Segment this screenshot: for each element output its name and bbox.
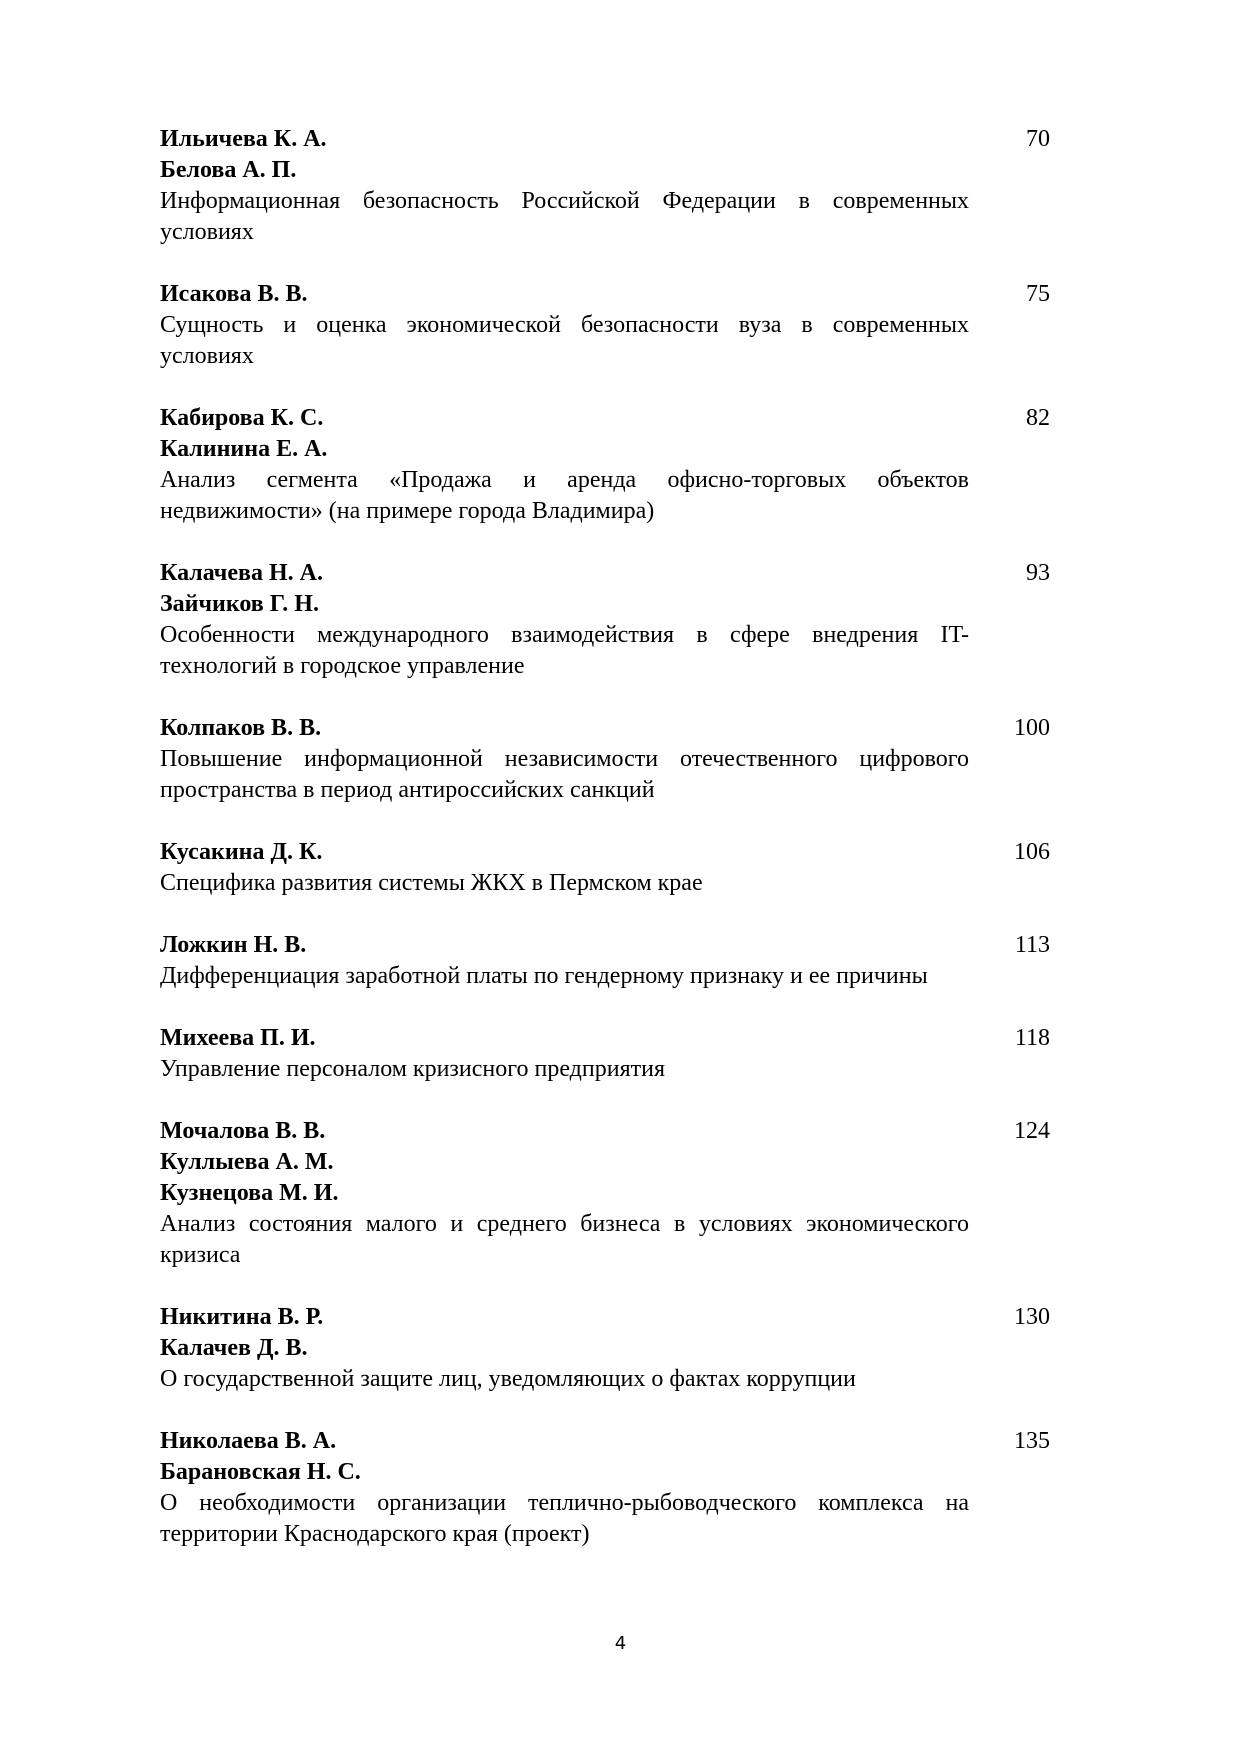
toc-entry xyxy=(160,1302,1050,1395)
toc-author: Исакова В. В. xyxy=(160,281,308,307)
toc-author: Колпаков В. В. xyxy=(160,715,322,741)
toc-author: Куллыева А. М. xyxy=(160,1149,334,1175)
toc-author: Калачева Н. А. xyxy=(160,560,323,586)
toc-author: Мочалова В. В. xyxy=(160,1118,326,1144)
toc-entry xyxy=(160,124,1050,248)
toc-title: Сущность и оценка экономической безопасности вуза в современных условиях xyxy=(160,312,969,369)
toc-page-number: 82 xyxy=(1026,405,1050,431)
toc-entry xyxy=(160,713,1050,806)
toc-page-number: 118 xyxy=(1014,1025,1050,1051)
toc-title: Особенности международного взаимодействия в сфере внедрения IT-технологий в городское управление xyxy=(160,622,969,679)
page-footer-number: 4 xyxy=(614,1633,627,1654)
toc-entry-body xyxy=(160,403,969,527)
toc-page-number: 113 xyxy=(1014,932,1050,958)
toc-title: О государственной защите лиц, уведомляющих о фактах коррупции xyxy=(160,1366,856,1392)
toc-page-number: 135 xyxy=(1014,1428,1050,1454)
toc-author: Ильичева К. А. xyxy=(160,126,327,152)
toc-author: Михеева П. И. xyxy=(160,1025,316,1051)
toc-entry xyxy=(160,403,1050,527)
toc-page-number: 75 xyxy=(1026,281,1050,307)
toc-entry-body xyxy=(160,713,969,806)
toc-author: Кузнецова М. И. xyxy=(160,1180,339,1206)
toc-entry-body xyxy=(160,1302,969,1395)
toc-page-number: 130 xyxy=(1014,1304,1050,1330)
toc-author: Калинина Е. А. xyxy=(160,436,328,462)
toc-entry-body xyxy=(160,1023,969,1085)
toc-entry xyxy=(160,1023,1050,1085)
toc-title: Повышение информационной независимости отечественного цифрового пространства в период антироссийских санкций xyxy=(160,746,969,803)
toc-page-number: 70 xyxy=(1026,126,1050,152)
toc-entry-body xyxy=(160,558,969,682)
toc-entry xyxy=(160,1426,1050,1550)
toc-page-number: 124 xyxy=(1014,1118,1050,1144)
toc-title: Информационная безопасность Российской Федерации в современных условиях xyxy=(160,188,969,245)
toc-author: Зайчиков Г. Н. xyxy=(160,591,319,617)
toc-author: Кабирова К. С. xyxy=(160,405,324,431)
toc-author: Николаева В. А. xyxy=(160,1428,337,1454)
toc-title: Анализ состояния малого и среднего бизнеса в условиях экономического кризиса xyxy=(160,1211,969,1268)
table-of-contents xyxy=(160,124,1050,1581)
toc-title: Специфика развития системы ЖКХ в Пермском крае xyxy=(160,870,703,896)
toc-author: Калачев Д. В. xyxy=(160,1335,308,1361)
toc-entry-body xyxy=(160,124,969,248)
toc-author: Кусакина Д. К. xyxy=(160,839,323,865)
toc-entry-body xyxy=(160,837,969,899)
toc-title: Анализ сегмента «Продажа и аренда офисно-торговых объектов недвижимости» (на примере города Владимира) xyxy=(160,467,969,524)
toc-entry-body xyxy=(160,930,969,992)
toc-author: Ложкин Н. В. xyxy=(160,932,307,958)
toc-entry xyxy=(160,558,1050,682)
toc-entry xyxy=(160,837,1050,899)
toc-title: Управление персоналом кризисного предприятия xyxy=(160,1056,665,1082)
toc-entry xyxy=(160,1116,1050,1271)
toc-entry-body xyxy=(160,279,969,372)
toc-page-number: 106 xyxy=(1014,839,1050,865)
toc-entry-body xyxy=(160,1426,969,1550)
toc-author: Никитина В. Р. xyxy=(160,1304,324,1330)
toc-author: Белова А. П. xyxy=(160,157,297,183)
toc-page-number: 100 xyxy=(1014,715,1050,741)
toc-title: Дифференциация заработной платы по гендерному признаку и ее причины xyxy=(160,963,928,989)
toc-title: О необходимости организации теплично-рыбоводческого комплекса на территории Краснодарского края (проект) xyxy=(160,1490,969,1547)
toc-page-number: 93 xyxy=(1026,560,1050,586)
toc-author: Барановская Н. С. xyxy=(160,1459,361,1485)
toc-entry-body xyxy=(160,1116,969,1271)
toc-entry xyxy=(160,930,1050,992)
toc-entry xyxy=(160,279,1050,372)
